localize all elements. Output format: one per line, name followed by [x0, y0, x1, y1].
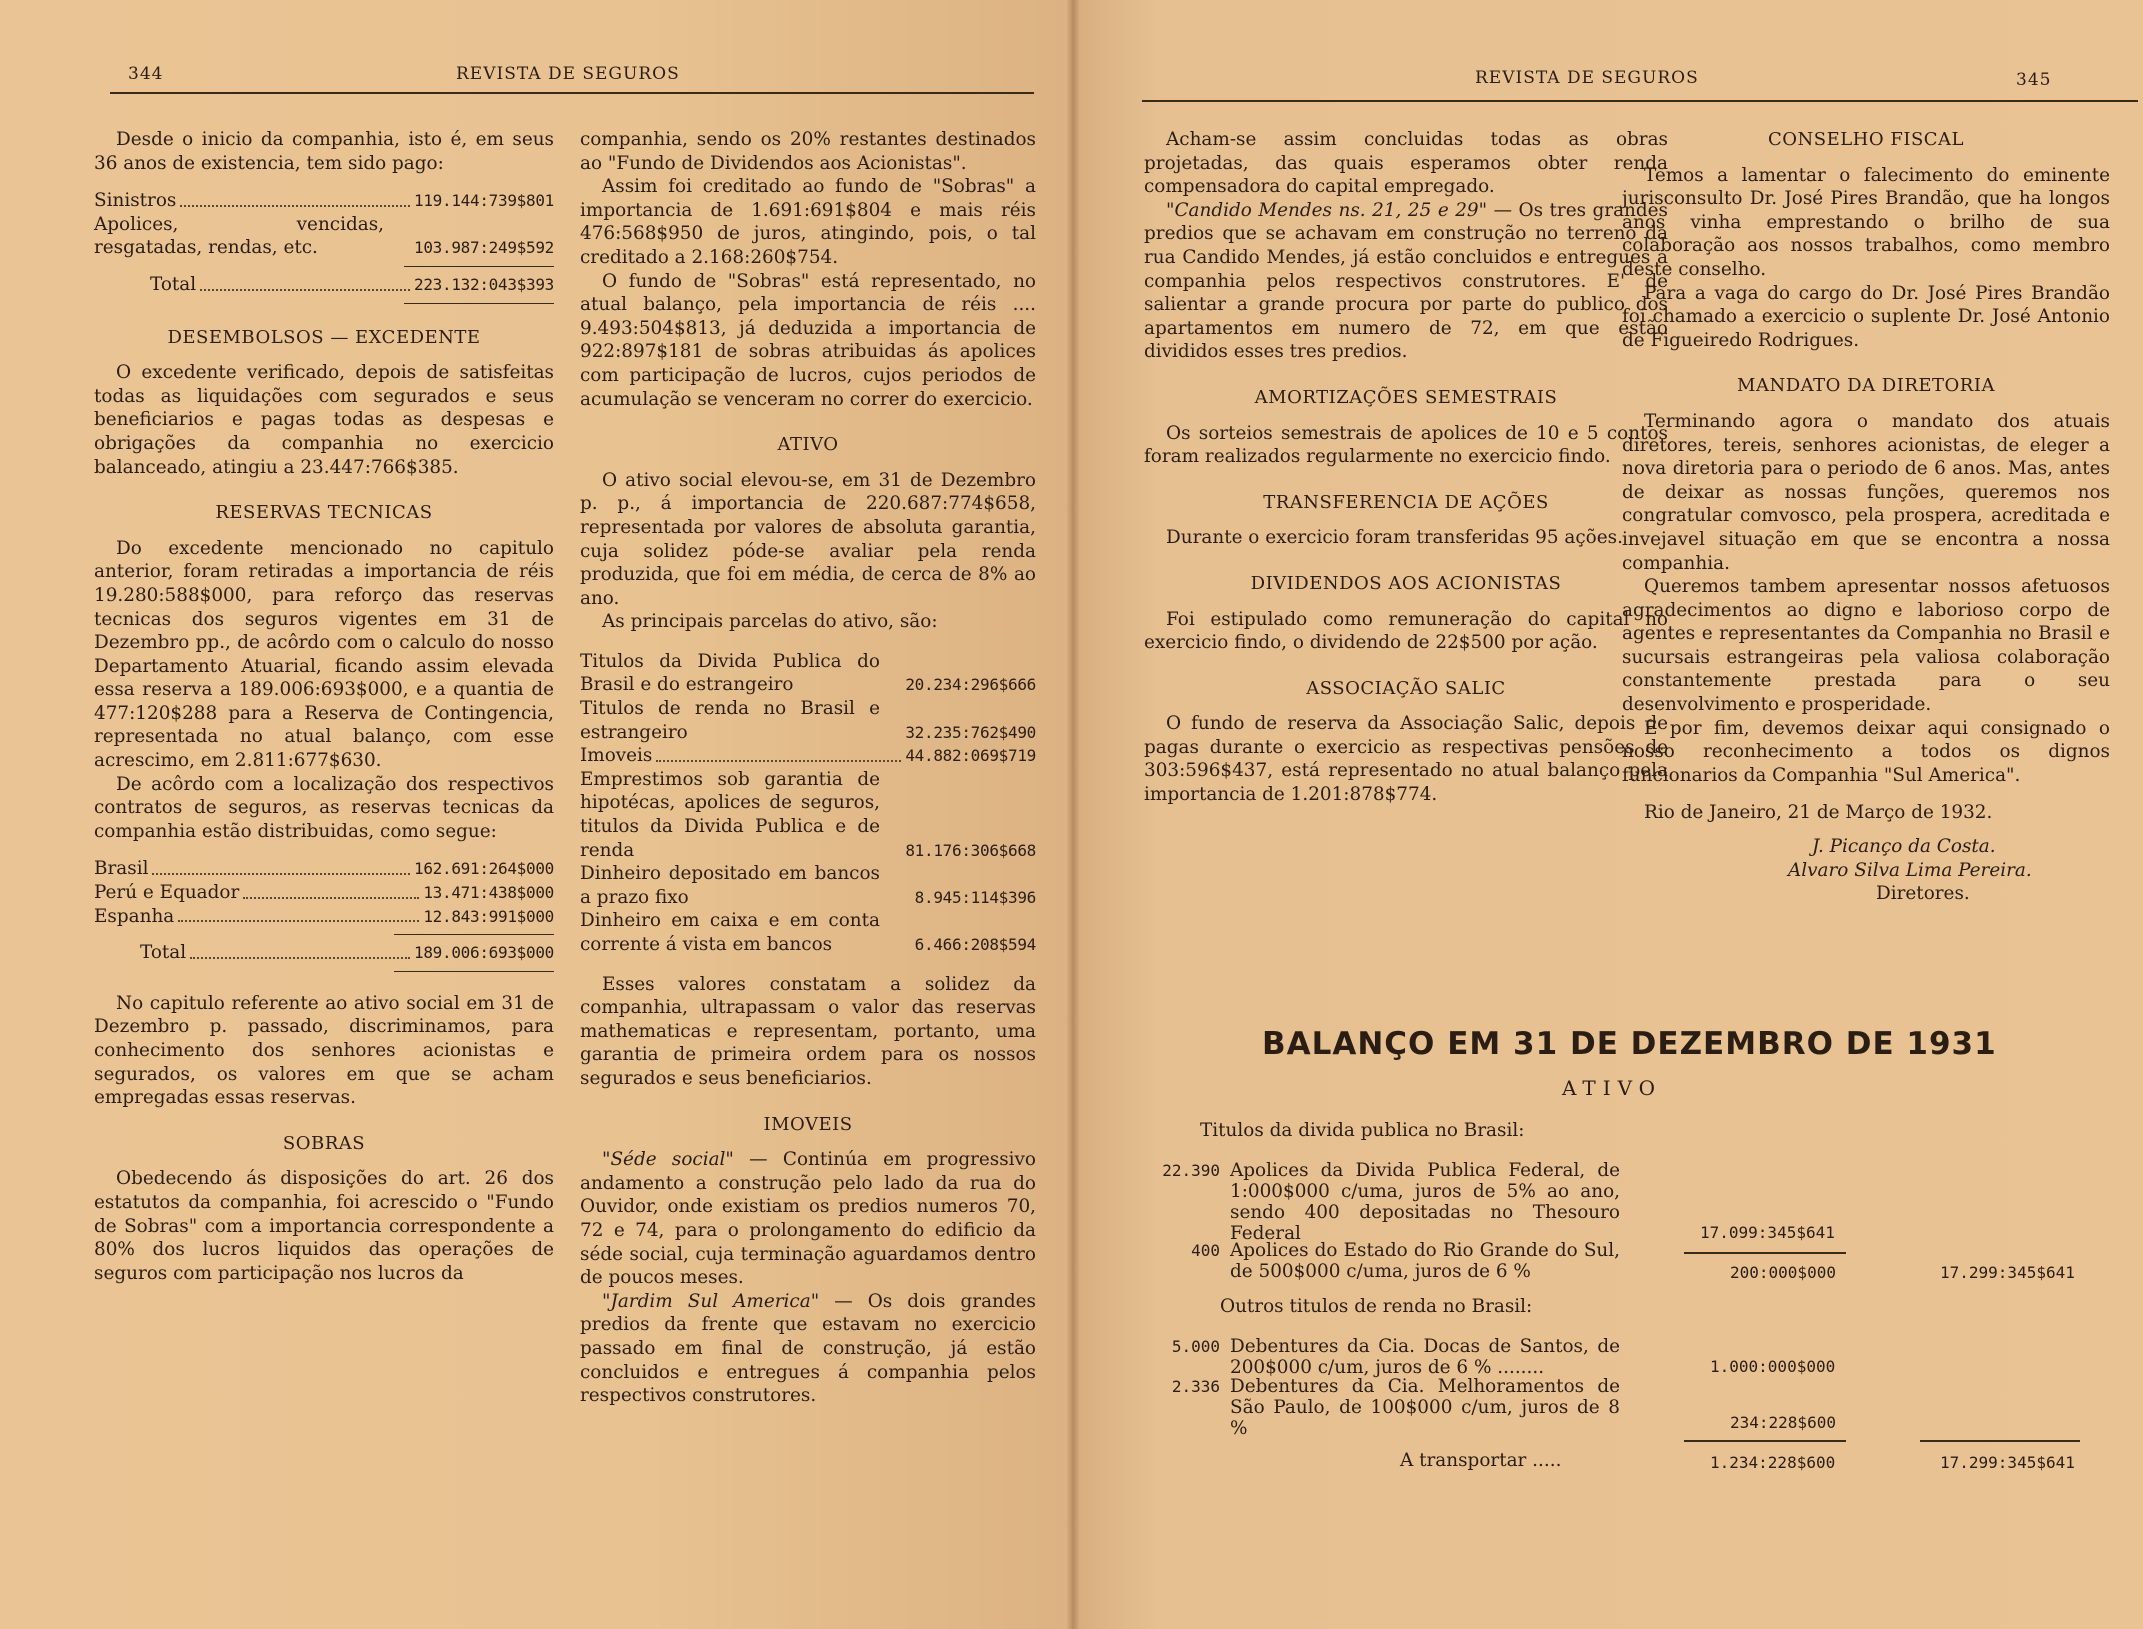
running-header: REVISTA DE SEGUROS [1475, 68, 1699, 88]
paid-value: 103.987:249$592 [414, 238, 554, 258]
total-rule [404, 303, 554, 304]
total-label: Total [140, 942, 187, 964]
balance-qty: 2.336 [1171, 1377, 1220, 1396]
asset-value: 6.466:208$594 [914, 935, 1036, 954]
asset-row [580, 650, 1036, 697]
section-title: SOBRAS [282, 1132, 366, 1154]
paragraph: As principais parcelas do ativo, são: [602, 611, 938, 633]
balance-transport-label: A transportar ..... [1400, 1450, 1562, 1471]
section-title: DIVIDENDOS AOS ACIONISTAS [1250, 572, 1562, 594]
balance-value: 200:000$000 [1730, 1263, 1836, 1282]
balance-value: 1.000:000$000 [1710, 1357, 1836, 1376]
paid-row [94, 189, 554, 213]
asset-value: 20.234:296$666 [905, 675, 1036, 695]
balance-transport-total: 17.299:345$641 [1940, 1453, 2075, 1472]
balance-qty: 22.390 [1162, 1161, 1220, 1180]
section-title: AMORTIZAÇÕES SEMESTRAIS [1254, 386, 1558, 408]
paragraph: companhia, sendo os 20% restantes destinados ao "Fundo de Dividendos aos Acionistas". [580, 129, 1036, 174]
paragraph-body: — Os tres grandes predios que se achavam em construção no terreno da rua Candido Mendes, já estão concluidos e entregues á companhia pelos respectivos construtores. E' de salientar a grande procura por parte do publico dos apartamentos em numero de 72, em que estão divididos esses tres predios. [1144, 199, 1668, 363]
right-column-1 [1144, 128, 1668, 807]
paragraph: Queremos tambem apresentar nossos afetuosos agradecimentos ao digno e laborioso corpo de agentes e representantes da Companhia no Brasil e sucursais estrangeiras pela valiosa colaboração constantemente prestada para o seu desenvolvimento e prosperidade. [1622, 576, 2110, 716]
section-title: ATIVO [777, 434, 839, 456]
total-rule [394, 934, 554, 935]
paragraph-body: — Continúa em progressivo andamento a construção pelo lado da rua do Ouvidor, onde existiam os predios numeros 70, 72 e 74, para o prolongamento do edificio da séde social, cuja terminação aguardamos dentro de poucos meses. [580, 1149, 1036, 1289]
balance-title: BALANÇO EM 31 DE DEZEMBRO DE 1931 [1262, 1026, 1997, 1062]
paragraph: O excedente verificado, depois de satisfeitas todas as liquidações com segurados e seus beneficiarios e pagas todas as despesas e obrigações da companhia no exercicio balanceado, atingiu a 23.447:766$385. [94, 362, 554, 478]
balance-item: Debentures da Cia. Melhoramentos de São Paulo, de 100$000 c/um, juros de 8 % [1230, 1376, 1620, 1439]
reserve-row [94, 905, 554, 929]
reserve-value: 13.471:438$000 [423, 883, 554, 903]
section-title: TRANSFERENCIA DE AÇÕES [1263, 491, 1549, 513]
total-value: 223.132:043$393 [414, 274, 554, 294]
paragraph [580, 1290, 1036, 1408]
total-rule [404, 266, 554, 267]
balance-subtitle: ATIVO [1562, 1076, 1663, 1100]
reserve-row [94, 857, 554, 881]
asset-label: Dinheiro depositado em bancos a prazo fixo [580, 863, 880, 908]
paragraph-lead: "Jardim Sul America" [602, 1290, 820, 1312]
paragraph: Do excedente mencionado no capitulo anterior, foram retiradas a importancia de réis 19.280:588$000, para reforço das reservas tecnicas dos seguros vigentes em 31 de Dezembro pp., de acôrdo com o calculo do nosso Departamento Atuarial, ficando assim elevada essa reserva a 189.006:693$000, e a quantia de 477:120$288 para a Reserva de Contingencia, representada no atual balanço, com esse acrescimo, em 2.811:677$630. [94, 537, 554, 772]
paid-value: 119.144:739$801 [414, 191, 554, 211]
section-title: DESEMBOLSOS — EXCEDENTE [167, 326, 481, 348]
balance-heading: Outros titulos de renda no Brasil: [1220, 1296, 1533, 1317]
signature: Alvaro Silva Lima Pereira. [1788, 859, 2032, 881]
asset-label: Imoveis [580, 745, 653, 767]
asset-label: Emprestimos sob garantia de hipotécas, apolices de seguros, titulos da Divida Publica e de renda [580, 768, 880, 861]
paid-total-row [94, 273, 554, 297]
paragraph: Esses valores constatam a solidez da companhia, ultrapassam o valor das reservas mathematicas e representam, portanto, uma garantia de primeira ordem para os nossos segurados e seus beneficiarios. [580, 973, 1036, 1089]
paragraph [580, 1148, 1036, 1290]
asset-row [580, 909, 1036, 956]
total-value: 189.006:693$000 [414, 943, 554, 963]
paragraph-lead: "Candido Mendes ns. 21, 25 e 29" [1166, 199, 1488, 221]
balance-item: Apolices da Divida Publica Federal, de 1:000$000 c/uma, juros de 5% ao ano, sendo 400 depositadas no Thesouro Federal [1230, 1160, 1620, 1244]
paragraph: Obedecendo ás disposições do art. 26 dos estatutos da companhia, foi acrescido o "Fundo de Sobras" com a importancia correspondente a 80% dos lucros liquidos das operações de seguros com participação nos lucros da [94, 1168, 554, 1284]
left-column-2 [580, 128, 1036, 1408]
reserve-total-row [94, 941, 554, 965]
balance-value: 234:228$600 [1730, 1413, 1836, 1432]
paragraph: Assim foi creditado ao fundo de "Sobras" a importancia de 1.691:691$804 e mais réis 476:568$950 de juros, atingindo, pois, o tal creditado a 2.168:260$754. [580, 176, 1036, 268]
paid-row [94, 213, 554, 260]
paragraph: Foi estipulado como remuneração do capital no exercicio findo, o dividendo de 22$500 por ação. [1144, 608, 1668, 654]
signature-role: Diretores. [1876, 883, 1970, 905]
balance-transport-value: 1.234:228$600 [1710, 1453, 1836, 1472]
balance-item: Debentures da Cia. Docas de Santos, de 200$000 c/um, juros de 6 % ........ [1230, 1336, 1620, 1378]
section-title: ASSOCIAÇÃO SALIC [1306, 677, 1506, 699]
header-rule [110, 92, 1034, 94]
section-title: CONSELHO FISCAL [1767, 129, 1965, 150]
balance-value: 17.099:345$641 [1700, 1223, 1835, 1242]
paragraph: No capitulo referente ao ativo social em 31 de Dezembro p. passado, discriminamos, para conhecimento dos senhores acionistas e segurados, os valores em que se acham empregadas essas reservas. [94, 992, 554, 1109]
balance-qty: 5.000 [1171, 1337, 1220, 1356]
header-rule [1142, 100, 2138, 102]
paragraph: Terminando agora o mandato dos atuais diretores, tereis, senhores acionistas, de eleger a nova diretoria para o periodo de 6 anos. Mas, antes de deixar as nossas funções, queremos nos congratular comvosco, pela prosperа, acreditada e invejavel situação em que se encontra a nossa companhia. [1622, 410, 2110, 574]
asset-value: 81.176:306$668 [905, 840, 1036, 860]
balance-rule [1920, 1440, 2080, 1442]
paragraph: Temos a lamentar o falecimento do eminente jurisconsulto Dr. José Pires Brandão, que ha longos anos vinha emprestando o brilho de sua colaboração aos nossos trabalhos, como membro deste conselho. [1622, 164, 2110, 280]
paid-label: Sinistros [94, 190, 177, 212]
paragraph: E por fim, devemos deixar aqui consignado o nosso reconhecimento a todos os dignos funcionarios da Companhia "Sul America". [1622, 717, 2110, 786]
paragraph-body: — Os dois grandes predios da frente que estavam no exercicio passado em final de construção, já estão concluidos e entregues á companhia pelos respectivos construtores. [580, 1290, 1036, 1407]
reserve-value: 12.843:991$000 [423, 906, 554, 926]
section-title: IMOVEIS [763, 1113, 853, 1135]
asset-row [580, 744, 1036, 768]
asset-label: Titulos da Divida Publica do Brasil e do estrangeiro [580, 650, 880, 696]
balance-heading: Titulos da divida publica no Brasil: [1200, 1120, 1525, 1141]
paragraph: O ativo social elevou-se, em 31 de Dezembro p. p., á importancia de 220.687:774$658, representada por valores de absoluta garantia, cuja solidez póde-se avaliar pela renda produzida, que foi em média, de cerca de 8% ao ano. [580, 469, 1036, 609]
balance-subtotal: 17.299:345$641 [1940, 1263, 2075, 1282]
section-title: RESERVAS TECNICAS [215, 502, 433, 524]
paragraph: Os sorteios semestrais de apolices de 10 e 5 contos foram realizados regularmente no exercicio findo. [1144, 422, 1668, 468]
asset-value: 44.882:069$719 [905, 746, 1036, 766]
total-label: Total [150, 273, 197, 295]
right-column-2 [1622, 128, 2110, 906]
section-title: MANDATO DA DIRETORIA [1737, 375, 1995, 397]
left-column-1 [94, 128, 554, 1285]
asset-row [580, 862, 1036, 909]
paragraph [1144, 199, 1668, 364]
paragraph: Para a vaga do cargo do Dr. José Pires Brandão foi chamado a exercicio o suplente Dr. José Antonio de Figueiredo Rodrigues. [1622, 282, 2110, 351]
paragraph: O fundo de reserva da Associação Salic, depois de pagas durante o exercicio as respectivas pensões de 303:596$437, está representado no atual balanço pela importancia de 1.201:878$774. [1144, 713, 1668, 806]
balance-rule [1684, 1252, 1846, 1254]
asset-value: 32.235:762$490 [905, 722, 1036, 742]
asset-value: 8.945:114$396 [914, 887, 1036, 907]
running-header: REVISTA DE SEGUROS [456, 64, 680, 84]
intro-paragraph: Desde o inicio da companhia, isto é, em seus 36 anos de existencia, tem sido pago: [94, 129, 554, 174]
paid-label: Apolices, vencidas, resgatadas, rendas, etc. [94, 213, 384, 259]
asset-row [580, 697, 1036, 744]
reserve-label: Brasil [94, 858, 149, 880]
paragraph: O fundo de "Sobras" está representado, no atual balanço, pela importancia de réis .... 9.493:504$813, já deduzida a importancia de 922:897$181 de sobras atribuidas ás apolices com participação de lucros, cujos periodos de acumulação se venceram no correr do exercicio. [580, 270, 1036, 410]
page-number: 344 [128, 64, 164, 84]
balance-rule [1684, 1440, 1846, 1442]
asset-row [580, 768, 1036, 862]
asset-label: Dinheiro em caixa e em conta corrente á vista em bancos [580, 910, 880, 955]
page-gutter [1066, 0, 1080, 1629]
reserve-label: Espanha [94, 905, 175, 927]
balance-qty: 400 [1191, 1241, 1220, 1260]
page-number: 345 [2016, 70, 2052, 90]
paragraph: Durante o exercicio foram transferidas 95 ações. [1166, 527, 1623, 549]
signature: J. Picanço da Costa. [1812, 836, 1996, 858]
balance-item: Apolices do Estado do Rio Grande do Sul, de 500$000 c/uma, juros de 6 % [1230, 1240, 1620, 1282]
reserve-label: Perú e Equador [94, 882, 240, 904]
total-rule [394, 971, 554, 972]
asset-label: Titulos de renda no Brasil e estrangeiro [580, 698, 880, 743]
reserve-value: 162.691:264$000 [414, 859, 554, 879]
reserve-row [94, 881, 554, 905]
paragraph-lead: "Séde social" [602, 1149, 734, 1171]
paragraph: De acôrdo com a localização dos respectivos contratos de seguros, as reservas tecnicas da companhia estão distribuidas, como segue: [94, 773, 554, 842]
date-line: Rio de Janeiro, 21 de Março de 1932. [1644, 802, 1993, 824]
paragraph: Acham-se assim concluidas todas as obras projetadas, das quais esperamos obter renda compensadora do capital empregado. [1144, 129, 1668, 198]
